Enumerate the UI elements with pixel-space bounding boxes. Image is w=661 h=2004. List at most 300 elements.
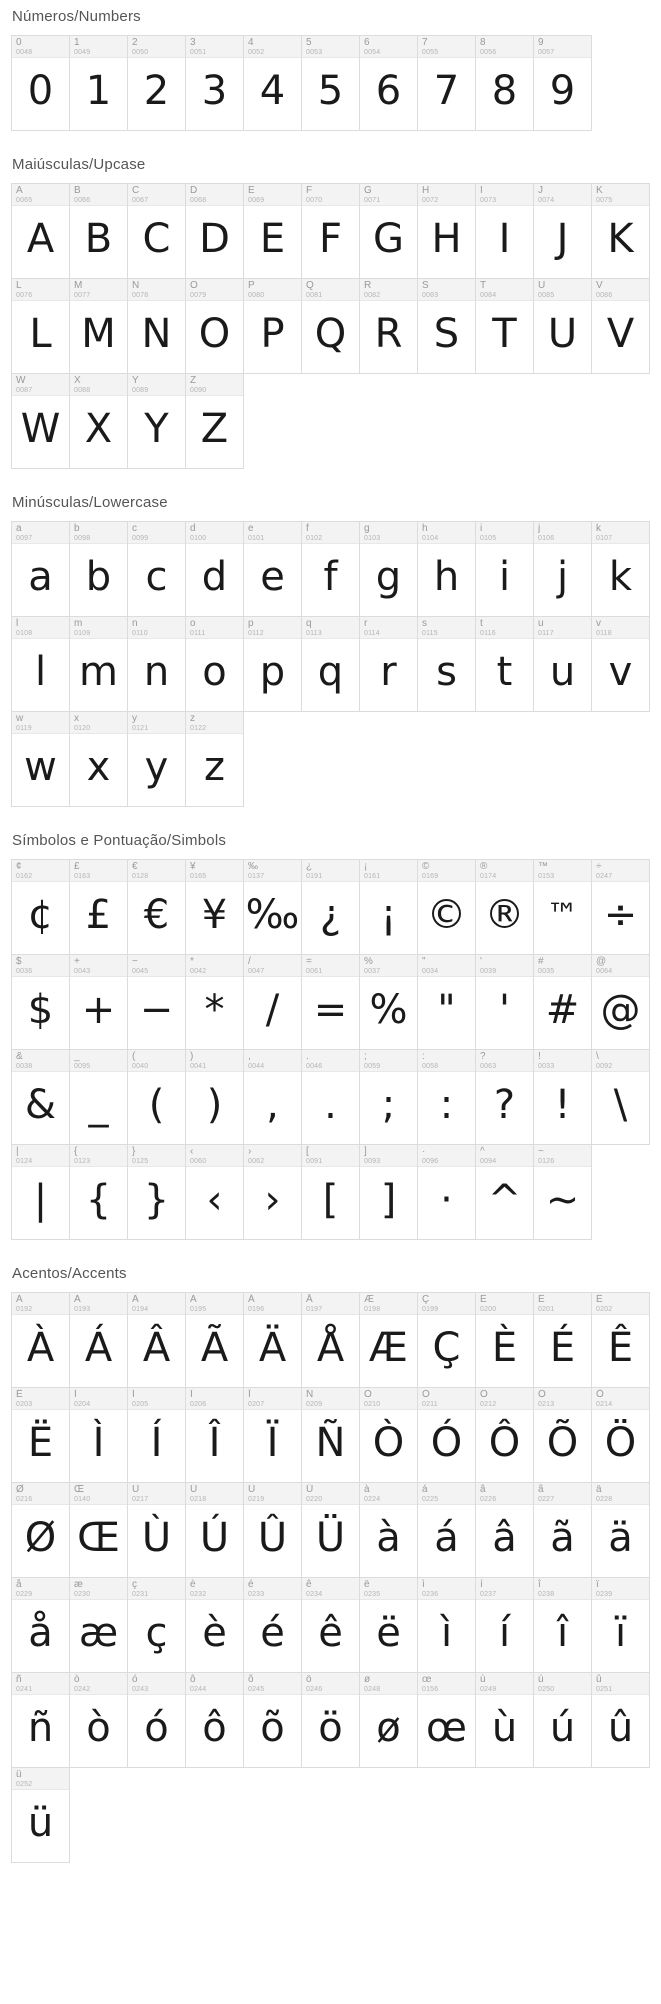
glyph-code-label: 0214 xyxy=(596,1401,613,1408)
glyph-char-label: z xyxy=(190,713,195,724)
glyph-cell[interactable] xyxy=(11,1482,70,1578)
glyph-cell[interactable] xyxy=(69,278,128,374)
glyph-cell[interactable] xyxy=(301,1387,360,1483)
glyph-cell[interactable] xyxy=(11,1144,70,1240)
glyph-meta xyxy=(244,1483,301,1505)
glyph-cell[interactable] xyxy=(69,711,128,807)
glyph-cell[interactable] xyxy=(475,954,534,1050)
glyph-preview: 4 xyxy=(259,68,286,114)
glyph-cell[interactable] xyxy=(359,1049,418,1145)
glyph-cell[interactable] xyxy=(475,1144,534,1240)
glyph-cell[interactable] xyxy=(417,1049,476,1145)
glyph-cell[interactable] xyxy=(185,1387,244,1483)
glyph-code-label: 0124 xyxy=(16,1158,33,1165)
glyph-cell[interactable] xyxy=(591,1482,650,1578)
glyph-cell[interactable] xyxy=(127,954,186,1050)
glyph-cell[interactable] xyxy=(185,1577,244,1673)
glyph-code-label: 0251 xyxy=(596,1686,613,1693)
glyph-preview: · xyxy=(440,1177,453,1223)
glyph-cell[interactable] xyxy=(359,278,418,374)
glyph-meta xyxy=(186,1050,243,1072)
glyph-cell[interactable] xyxy=(11,35,70,131)
glyph-section xyxy=(0,1257,661,1862)
glyph-meta xyxy=(592,279,649,301)
glyph-cell[interactable] xyxy=(11,616,70,712)
glyph-cell[interactable] xyxy=(475,1387,534,1483)
glyph-cell[interactable] xyxy=(127,373,186,469)
glyph-cell[interactable] xyxy=(69,1577,128,1673)
glyph-code-label: 0087 xyxy=(16,387,33,394)
glyph-cell[interactable] xyxy=(417,859,476,955)
glyph-cell[interactable] xyxy=(11,1387,70,1483)
glyph-code-label: 0211 xyxy=(422,1401,438,1408)
glyph-meta xyxy=(128,184,185,206)
glyph-cell[interactable] xyxy=(127,1482,186,1578)
glyph-cell[interactable] xyxy=(243,1049,302,1145)
glyph-preview: x xyxy=(86,744,111,790)
glyph-meta xyxy=(360,617,417,639)
glyph-cell[interactable] xyxy=(591,954,650,1050)
glyph-code-label: 0101 xyxy=(248,535,265,542)
glyph-cell[interactable] xyxy=(243,616,302,712)
glyph-preview: ó xyxy=(144,1705,169,1751)
glyph-cell[interactable] xyxy=(127,1049,186,1145)
glyph-cell[interactable] xyxy=(533,1577,592,1673)
glyph-char-label: ö xyxy=(306,1674,312,1685)
glyph-cell[interactable] xyxy=(475,278,534,374)
glyph-cell[interactable] xyxy=(417,1482,476,1578)
glyph-cell[interactable] xyxy=(301,1292,360,1388)
glyph-meta xyxy=(592,860,649,882)
glyph-cell[interactable] xyxy=(533,183,592,279)
glyph-cell[interactable] xyxy=(359,521,418,617)
glyph-cell[interactable] xyxy=(533,1387,592,1483)
glyph-cell[interactable] xyxy=(475,183,534,279)
glyph-cell[interactable] xyxy=(591,1387,650,1483)
glyph-cell[interactable] xyxy=(11,278,70,374)
glyph-cell[interactable] xyxy=(11,521,70,617)
glyph-cell[interactable] xyxy=(591,1577,650,1673)
glyph-cell[interactable] xyxy=(301,616,360,712)
glyph-cell[interactable] xyxy=(243,183,302,279)
glyph-cell[interactable] xyxy=(591,859,650,955)
glyph-cell[interactable] xyxy=(591,278,650,374)
glyph-char-label: 6 xyxy=(364,37,370,48)
glyph-cell[interactable] xyxy=(359,1577,418,1673)
glyph-cell[interactable] xyxy=(301,35,360,131)
glyph-meta xyxy=(534,522,591,544)
glyph-char-label: £ xyxy=(74,861,80,872)
glyph-char-label: J xyxy=(538,185,543,196)
glyph-cell[interactable] xyxy=(301,1482,360,1578)
glyph-preview: C xyxy=(142,216,171,262)
glyph-cell[interactable] xyxy=(69,859,128,955)
glyph-cell[interactable] xyxy=(11,1672,70,1768)
glyph-code-label: 0233 xyxy=(248,1591,265,1598)
glyph-cell[interactable] xyxy=(359,35,418,131)
glyph-char-label: X xyxy=(74,375,81,386)
glyph-char-label: U xyxy=(538,280,546,291)
glyph-code-label: 0203 xyxy=(16,1401,33,1408)
glyph-cell[interactable] xyxy=(301,859,360,955)
glyph-cell[interactable] xyxy=(185,278,244,374)
glyph-cell[interactable] xyxy=(185,711,244,807)
glyph-cell[interactable] xyxy=(533,954,592,1050)
glyph-meta xyxy=(70,184,127,206)
glyph-code-label: 0092 xyxy=(596,1063,613,1070)
glyph-char-label: Ù xyxy=(132,1484,140,1495)
glyph-cell[interactable] xyxy=(475,1292,534,1388)
glyph-meta xyxy=(70,617,127,639)
glyph-char-label: ] xyxy=(364,1146,367,1157)
glyph-meta xyxy=(302,1050,359,1072)
glyph-meta xyxy=(12,374,69,396)
glyph-cell[interactable] xyxy=(359,1144,418,1240)
glyph-cell[interactable] xyxy=(69,183,128,279)
glyph-preview: ü xyxy=(27,1800,54,1846)
glyph-cell[interactable] xyxy=(301,1672,360,1768)
glyph-cell[interactable] xyxy=(533,1292,592,1388)
section-title: Acentos/Accents xyxy=(12,1265,127,1282)
glyph-cell[interactable] xyxy=(475,859,534,955)
glyph-char-label: ' xyxy=(480,956,482,967)
glyph-preview: Ü xyxy=(315,1515,346,1561)
glyph-cell[interactable] xyxy=(11,183,70,279)
glyph-meta xyxy=(70,1293,127,1315)
glyph-char-label: E xyxy=(248,185,255,196)
glyph-cell[interactable] xyxy=(475,521,534,617)
glyph-preview: [ xyxy=(322,1177,339,1223)
glyph-preview: ‰ xyxy=(245,892,300,938)
glyph-cell[interactable] xyxy=(243,1144,302,1240)
glyph-preview: ' xyxy=(499,987,510,1033)
glyph-cell[interactable] xyxy=(127,859,186,955)
glyph-cell[interactable] xyxy=(127,711,186,807)
glyph-meta xyxy=(70,36,127,58)
glyph-cell[interactable] xyxy=(417,1672,476,1768)
glyph-meta xyxy=(244,1578,301,1600)
glyph-cell[interactable] xyxy=(533,1482,592,1578)
glyph-cell[interactable] xyxy=(533,1672,592,1768)
glyph-code-label: 0174 xyxy=(480,873,497,880)
glyph-cell[interactable] xyxy=(185,1049,244,1145)
glyph-cell[interactable] xyxy=(185,954,244,1050)
glyph-cell[interactable] xyxy=(69,616,128,712)
glyph-cell[interactable] xyxy=(243,1292,302,1388)
glyph-cell[interactable] xyxy=(185,373,244,469)
glyph-code-label: 0195 xyxy=(190,1306,207,1313)
glyph-cell[interactable] xyxy=(185,859,244,955)
glyph-grid xyxy=(0,521,661,806)
glyph-cell[interactable] xyxy=(591,183,650,279)
glyph-cell[interactable] xyxy=(127,616,186,712)
glyph-code-label: 0033 xyxy=(538,1063,555,1070)
glyph-code-label: 0252 xyxy=(16,1781,33,1788)
glyph-cell[interactable] xyxy=(417,616,476,712)
glyph-meta xyxy=(360,1388,417,1410)
glyph-code-label: 0053 xyxy=(306,49,323,56)
glyph-cell[interactable] xyxy=(417,521,476,617)
glyph-code-label: 0041 xyxy=(190,1063,207,1070)
glyph-cell[interactable] xyxy=(359,954,418,1050)
glyph-cell[interactable] xyxy=(359,1672,418,1768)
glyph-cell[interactable] xyxy=(417,1144,476,1240)
glyph-cell[interactable] xyxy=(359,859,418,955)
glyph-preview: Ñ xyxy=(315,1420,346,1466)
glyph-cell[interactable] xyxy=(243,521,302,617)
glyph-cell[interactable] xyxy=(11,1292,70,1388)
glyph-char-label: . xyxy=(306,1051,309,1062)
glyph-preview: b xyxy=(85,554,112,600)
glyph-preview: Ö xyxy=(604,1420,637,1466)
glyph-cell[interactable] xyxy=(185,616,244,712)
glyph-cell[interactable] xyxy=(243,278,302,374)
glyph-cell[interactable] xyxy=(591,1049,650,1145)
glyph-cell[interactable] xyxy=(11,859,70,955)
glyph-code-label: 0094 xyxy=(480,1158,497,1165)
glyph-char-label: ‰ xyxy=(248,861,258,872)
glyph-cell[interactable] xyxy=(69,1387,128,1483)
glyph-cell[interactable] xyxy=(591,1292,650,1388)
glyph-meta xyxy=(476,955,533,977)
glyph-cell[interactable] xyxy=(11,711,70,807)
glyph-code-label: 0193 xyxy=(74,1306,91,1313)
glyph-cell[interactable] xyxy=(417,1577,476,1673)
glyph-grid xyxy=(0,859,661,1239)
glyph-preview: o xyxy=(202,649,227,695)
glyph-cell[interactable] xyxy=(533,1144,592,1240)
glyph-meta xyxy=(592,1578,649,1600)
glyph-code-label: 0156 xyxy=(422,1686,439,1693)
glyph-cell[interactable] xyxy=(417,954,476,1050)
glyph-cell[interactable] xyxy=(301,1577,360,1673)
glyph-meta xyxy=(418,36,475,58)
glyph-char-label: Ú xyxy=(190,1484,198,1495)
glyph-cell[interactable] xyxy=(243,1672,302,1768)
glyph-cell[interactable] xyxy=(475,616,534,712)
glyph-cell[interactable] xyxy=(243,1577,302,1673)
glyph-cell[interactable] xyxy=(11,1767,70,1863)
glyph-cell[interactable] xyxy=(475,35,534,131)
glyph-meta xyxy=(418,1050,475,1072)
glyph-cell[interactable] xyxy=(185,1144,244,1240)
glyph-cell[interactable] xyxy=(359,1387,418,1483)
glyph-char-label: & xyxy=(16,1051,23,1062)
glyph-code-label: 0051 xyxy=(190,49,207,56)
glyph-cell[interactable] xyxy=(127,1292,186,1388)
glyph-char-label: ô xyxy=(190,1674,196,1685)
glyph-cell[interactable] xyxy=(69,35,128,131)
glyph-cell[interactable] xyxy=(185,1292,244,1388)
glyph-cell[interactable] xyxy=(591,521,650,617)
glyph-code-label: 0198 xyxy=(364,1306,381,1313)
glyph-preview: à xyxy=(376,1515,401,1561)
glyph-char-label: " xyxy=(422,956,426,967)
glyph-cell[interactable] xyxy=(301,183,360,279)
glyph-cell[interactable] xyxy=(359,1482,418,1578)
glyph-meta xyxy=(186,860,243,882)
glyph-cell[interactable] xyxy=(69,1292,128,1388)
glyph-cell[interactable] xyxy=(533,35,592,131)
glyph-cell[interactable] xyxy=(301,1049,360,1145)
glyph-char-label: Ê xyxy=(596,1294,603,1305)
glyph-char-label: c xyxy=(132,523,137,534)
glyph-meta xyxy=(70,374,127,396)
glyph-cell[interactable] xyxy=(127,1387,186,1483)
glyph-meta xyxy=(186,1578,243,1600)
glyph-cell[interactable] xyxy=(475,1577,534,1673)
glyph-meta xyxy=(70,1483,127,1505)
glyph-cell[interactable] xyxy=(591,616,650,712)
glyph-cell[interactable] xyxy=(11,1049,70,1145)
glyph-cell[interactable] xyxy=(185,521,244,617)
glyph-char-label: Ü xyxy=(306,1484,314,1495)
glyph-cell[interactable] xyxy=(301,1144,360,1240)
glyph-char-label: V xyxy=(596,280,603,291)
glyph-char-label: ê xyxy=(306,1579,312,1590)
glyph-preview: â xyxy=(492,1515,517,1561)
glyph-preview: ™ xyxy=(546,896,579,934)
glyph-cell[interactable] xyxy=(533,278,592,374)
glyph-cell[interactable] xyxy=(475,1049,534,1145)
glyph-cell[interactable] xyxy=(69,1482,128,1578)
glyph-code-label: 0066 xyxy=(74,197,91,204)
glyph-cell[interactable] xyxy=(359,1292,418,1388)
glyph-cell[interactable] xyxy=(475,1672,534,1768)
glyph-cell[interactable] xyxy=(127,183,186,279)
glyph-cell[interactable] xyxy=(533,616,592,712)
glyph-code-label: 0035 xyxy=(538,968,555,975)
glyph-preview: ë xyxy=(376,1610,401,1656)
glyph-cell[interactable] xyxy=(127,278,186,374)
glyph-cell[interactable] xyxy=(243,954,302,1050)
glyph-meta xyxy=(70,1145,127,1167)
glyph-meta xyxy=(418,955,475,977)
glyph-code-label: 0108 xyxy=(16,630,33,637)
glyph-char-label: : xyxy=(422,1051,425,1062)
glyph-cell[interactable] xyxy=(301,521,360,617)
glyph-cell[interactable] xyxy=(417,183,476,279)
glyph-preview: F xyxy=(318,216,342,262)
glyph-meta xyxy=(12,955,69,977)
glyph-cell[interactable] xyxy=(11,1577,70,1673)
glyph-cell[interactable] xyxy=(359,616,418,712)
glyph-code-label: 0048 xyxy=(16,49,33,56)
glyph-preview: a xyxy=(28,554,53,600)
glyph-code-label: 0038 xyxy=(16,1063,33,1070)
glyph-preview: / xyxy=(265,987,280,1033)
glyph-code-label: 0073 xyxy=(480,197,497,204)
glyph-cell[interactable] xyxy=(533,1049,592,1145)
glyph-cell[interactable] xyxy=(533,521,592,617)
glyph-char-label: å xyxy=(16,1579,22,1590)
glyph-cell[interactable] xyxy=(417,278,476,374)
glyph-cell[interactable] xyxy=(417,1387,476,1483)
glyph-preview: £ xyxy=(85,892,112,938)
glyph-cell[interactable] xyxy=(127,521,186,617)
glyph-char-label: n xyxy=(132,618,138,629)
glyph-cell[interactable] xyxy=(243,1482,302,1578)
glyph-cell[interactable] xyxy=(69,954,128,1050)
glyph-meta xyxy=(12,36,69,58)
glyph-meta xyxy=(186,279,243,301)
glyph-cell[interactable] xyxy=(243,859,302,955)
glyph-cell[interactable] xyxy=(185,183,244,279)
glyph-meta xyxy=(128,279,185,301)
glyph-code-label: 0099 xyxy=(132,535,149,542)
glyph-preview: U xyxy=(547,311,578,357)
glyph-cell[interactable] xyxy=(301,954,360,1050)
glyph-cell[interactable] xyxy=(69,1049,128,1145)
glyph-char-label: v xyxy=(596,618,601,629)
glyph-char-label: ^ xyxy=(480,1146,485,1157)
glyph-cell[interactable] xyxy=(417,35,476,131)
glyph-cell[interactable] xyxy=(11,373,70,469)
glyph-meta xyxy=(302,1578,359,1600)
glyph-preview: Q xyxy=(314,311,347,357)
glyph-char-label: D xyxy=(190,185,198,196)
glyph-code-label: 0100 xyxy=(190,535,207,542)
glyph-cell[interactable] xyxy=(69,373,128,469)
glyph-cell[interactable] xyxy=(185,1482,244,1578)
glyph-cell[interactable] xyxy=(127,1672,186,1768)
glyph-cell[interactable] xyxy=(69,521,128,617)
glyph-code-label: 0052 xyxy=(248,49,265,56)
glyph-code-label: 0062 xyxy=(248,1158,265,1165)
glyph-char-label: ú xyxy=(538,1674,544,1685)
glyph-cell[interactable] xyxy=(127,1577,186,1673)
glyph-cell[interactable] xyxy=(359,183,418,279)
glyph-cell[interactable] xyxy=(417,1292,476,1388)
glyph-code-label: 0116 xyxy=(480,630,496,637)
glyph-code-label: 0220 xyxy=(306,1496,323,1503)
glyph-preview: Ã xyxy=(200,1325,229,1371)
glyph-preview: ç xyxy=(145,1610,168,1656)
glyph-cell[interactable] xyxy=(127,1144,186,1240)
glyph-char-label: | xyxy=(16,1146,19,1157)
glyph-meta xyxy=(476,184,533,206)
glyph-preview: N xyxy=(141,311,172,357)
glyph-meta xyxy=(244,36,301,58)
glyph-meta xyxy=(418,279,475,301)
glyph-char-label: ¿ xyxy=(306,861,313,872)
glyph-preview: ) xyxy=(206,1082,223,1128)
glyph-meta xyxy=(360,1050,417,1072)
glyph-cell[interactable] xyxy=(243,1387,302,1483)
glyph-char-label: x xyxy=(74,713,79,724)
glyph-cell[interactable] xyxy=(243,35,302,131)
glyph-preview: I xyxy=(498,216,511,262)
glyph-char-label: % xyxy=(364,956,373,967)
glyph-cell[interactable] xyxy=(11,954,70,1050)
glyph-code-label: 0090 xyxy=(190,387,207,394)
glyph-cell[interactable] xyxy=(127,35,186,131)
glyph-meta xyxy=(476,1145,533,1167)
glyph-cell[interactable] xyxy=(69,1672,128,1768)
glyph-code-label: 0115 xyxy=(422,630,438,637)
glyph-char-label: Î xyxy=(190,1389,193,1400)
glyph-cell[interactable] xyxy=(185,35,244,131)
glyph-char-label: 7 xyxy=(422,37,428,48)
glyph-cell[interactable] xyxy=(533,859,592,955)
glyph-cell[interactable] xyxy=(185,1672,244,1768)
glyph-cell[interactable] xyxy=(301,278,360,374)
glyph-cell[interactable] xyxy=(591,1672,650,1768)
glyph-cell[interactable] xyxy=(69,1144,128,1240)
glyph-meta xyxy=(476,1483,533,1505)
glyph-preview: Y xyxy=(144,406,169,452)
glyph-cell[interactable] xyxy=(475,1482,534,1578)
